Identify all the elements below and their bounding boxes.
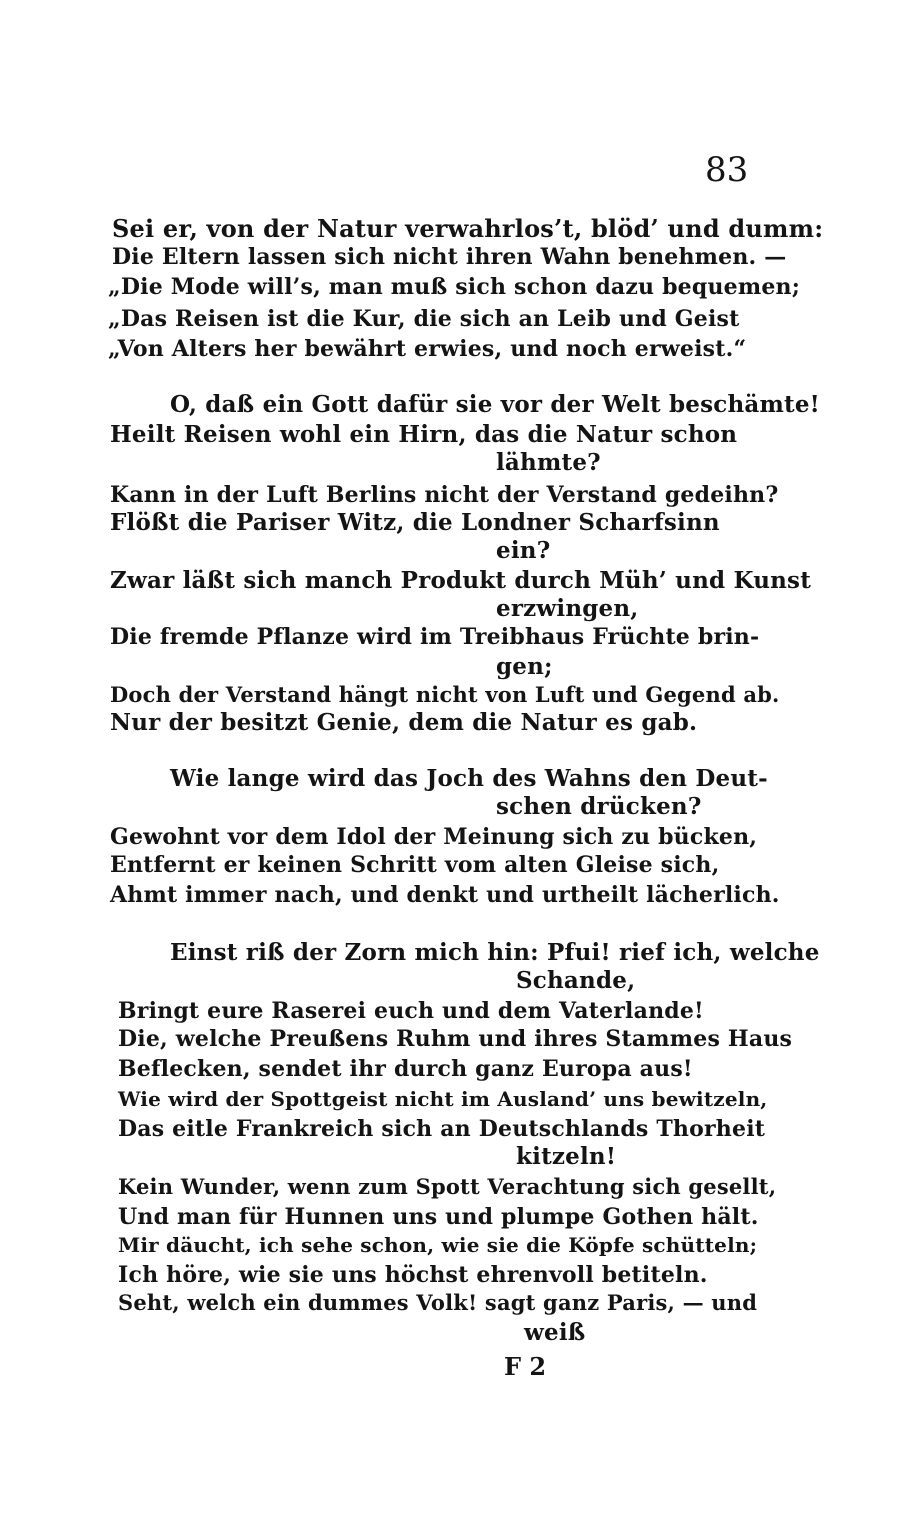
verse-line: Kann in der Luft Berlins nicht der Verstand gedeihn? (110, 482, 779, 508)
verse-line: Nur der besitzt Genie, dem die Natur es gab. (110, 709, 698, 736)
verse-line: Gewohnt vor dem Idol der Meinung sich zu bücken, (110, 824, 758, 850)
verse-line: Mir däucht, ich sehe schon, wie sie die Köpfe schütteln; (118, 1233, 758, 1257)
verse-line: Kein Wunder, wenn zum Spott Verachtung sich gesellt, (118, 1174, 777, 1199)
verse-line: Entfernt er keinen Schritt vom alten Gleise sich, (110, 852, 720, 878)
verse-line: „Das Reisen ist die Kur, die sich an Leib und Geist (108, 306, 740, 332)
verse-line: Die, welche Preußens Ruhm und ihres Stammes Haus (118, 1026, 793, 1052)
signature-mark: F 2 (504, 1352, 547, 1381)
verse-line: Doch der Verstand hängt nicht von Luft und Gegend ab. (110, 682, 780, 707)
verse-line-continuation: erzwingen, (496, 595, 639, 622)
verse-line: Ahmt immer nach, und denkt und urtheilt lächerlich. (110, 882, 780, 908)
page-number: 83 (705, 150, 749, 190)
verse-line: Beflecken, sendet ihr durch ganz Europa aus! (118, 1056, 693, 1082)
verse-line-continuation: kitzeln! (516, 1143, 617, 1170)
verse-line-continuation: weiß (524, 1319, 586, 1346)
verse-line: Und man für Hunnen uns und plumpe Gothen hält. (118, 1204, 759, 1230)
verse-line: Das eitle Frankreich sich an Deutschlands Thorheit (118, 1116, 766, 1142)
verse-line: „Von Alters her bewährt erwies, und noch erweist.“ (108, 336, 747, 362)
verse-line: Die Eltern lassen sich nicht ihren Wahn benehmen. — (112, 244, 787, 270)
verse-line: Ich höre, wie sie uns höchst ehrenvoll betiteln. (118, 1262, 708, 1288)
verse-line-continuation: gen; (496, 653, 553, 680)
verse-line: Flößt die Pariser Witz, die Londner Scharfsinn (110, 509, 720, 536)
verse-line: Wie wird der Spottgeist nicht im Ausland’ uns bewitzeln, (118, 1087, 768, 1111)
verse-line-continuation: lähmte? (496, 449, 601, 476)
verse-line: Wie lange wird das Joch des Wahns den Deut- (170, 765, 768, 792)
verse-line: O, daß ein Gott dafür sie vor der Welt beschämte! (170, 391, 820, 418)
verse-line-continuation: ein? (496, 537, 551, 564)
verse-line: Sei er, von der Natur verwahrlos’t, blöd’ und dumm: (112, 214, 824, 243)
verse-line: Heilt Reisen wohl ein Hirn, das die Natur schon (110, 421, 738, 448)
verse-line: Einst riß der Zorn mich hin: Pfui! rief ich, welche (170, 939, 820, 966)
verse-line: Seht, welch ein dummes Volk! sagt ganz Paris, — und (118, 1290, 758, 1315)
verse-line: Die fremde Pflanze wird im Treibhaus Früchte brin- (110, 624, 760, 650)
verse-line-continuation: Schande, (516, 967, 636, 994)
verse-line-continuation: schen drücken? (496, 793, 702, 820)
verse-line: Zwar läßt sich manch Produkt durch Müh’ und Kunst (110, 567, 812, 594)
verse-line: Bringt eure Raserei euch und dem Vaterlande! (118, 998, 704, 1024)
verse-line: „Die Mode will’s, man muß sich schon dazu bequemen; (108, 274, 801, 300)
